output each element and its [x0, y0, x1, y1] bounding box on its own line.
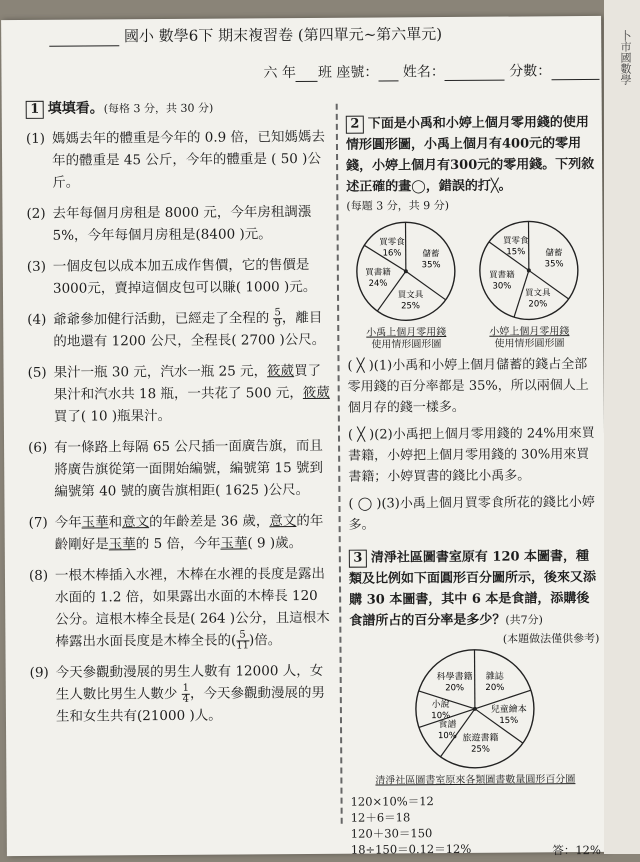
answer: (21000 )	[137, 705, 195, 727]
pie-slice-percent: 30%	[493, 281, 512, 291]
pie-slice-label: 雜誌	[486, 670, 505, 682]
statement-3: ( ◯ )(3)小禹上個月買零食所花的錢比小婷多。	[348, 492, 598, 536]
question-3: (3) 一個皮包以成本加五成作售價，它的售價是3000元，賣掉這個皮包可以賺( 1000 )元。	[27, 254, 332, 300]
answer: ( 1625 )	[215, 479, 269, 501]
pie-slice-label: 儲蓄	[546, 247, 564, 258]
pie-chart-xiaoting	[470, 218, 589, 351]
answer: (8400 )	[195, 223, 244, 245]
note: (本題做法僅供參考)	[349, 630, 599, 648]
section-2-text: 2 下面是小禹和小婷上個月零用錢的使用情形圓形圖，小禹上個月有400元的零用錢，小婷上個月有300元的零用錢。下列敘述正確的畫◯，錯誤的打╳。	[346, 112, 597, 198]
column-divider	[336, 104, 343, 824]
pie-slice-percent: 20%	[445, 683, 464, 693]
pie-slice-label: 買文具	[525, 287, 551, 298]
pie-slice-label: 科學書籍	[437, 670, 473, 682]
question-8: (8) 一根木棒插入水裡，木棒在水裡的長度是露出水面的 1.2 倍，如果露出水面的木棒長 120 公分。這根木棒全長是( 264 )公分，且這根木棒露出水面長度是木棒全長的( $\frac{5}{11}$ )倍。	[29, 563, 335, 653]
library-pie-chart	[349, 646, 600, 788]
section-number: 3	[349, 550, 367, 568]
section-1	[26, 96, 335, 728]
section-3	[349, 546, 601, 860]
adjacent-page-edge	[604, 0, 640, 854]
pie-slice-percent: 16%	[383, 248, 402, 258]
question-4: (4) 爺爺參加健行活動，已經走了全程的 $\frac{5}{9}$ ，離目的地還有 1200 公尺，全程長( 2700 )公尺。	[27, 307, 332, 353]
fraction: $\frac{1}{4}$	[182, 684, 191, 705]
question-6: (6) 有一條路上每隔 65 公尺插一面廣告旗，而且將廣告旗從第一面開始編號，編號第 15 號到編號第 40 號的廣告旗相距( 1625 )公尺。	[28, 435, 333, 503]
pie-svg	[412, 646, 537, 771]
exam-header	[49, 22, 589, 48]
work-steps: 120×10%＝12 12＋6＝18 120＋30＝150 18÷150＝0.12＝12%	[350, 792, 600, 858]
exam-title: 國小 數學6下 期末複習卷 (第四單元~第六單元)	[124, 25, 442, 45]
question-5: (5) 果汁一瓶 30 元，汽水一瓶 25 元，筱葳買了果汁和汽水共 18 瓶，一共花了 500 元，筱葳買了( 10 )瓶果汁。	[27, 360, 332, 428]
pie-slice-percent: 20%	[528, 299, 547, 309]
answer: ( 10 )	[81, 405, 117, 427]
pie-slice-percent: 25%	[471, 745, 490, 755]
pie-slice-label: 買零食	[503, 235, 529, 246]
answer: ( 264 )	[190, 607, 235, 629]
question-7: (7) 今年玉華和意文的年齡差是 36 歲，意文的年齡剛好是玉華的 5 倍，今年玉華( 9 )歲。	[29, 510, 334, 556]
pie-center-dot	[404, 269, 408, 273]
section-2	[346, 112, 599, 536]
pie-slice-label: 食譜	[438, 718, 456, 730]
section-number: 2	[346, 116, 364, 134]
pie-slice-percent: 20%	[485, 683, 504, 693]
pie-slice-label: 儲蓄	[423, 248, 441, 259]
pie-slice-label: 小說	[432, 698, 450, 710]
pie-charts-row	[346, 218, 597, 352]
pie-slice-label: 兒童繪本	[491, 703, 527, 715]
name-label: 姓名：	[403, 64, 445, 80]
section-3-text: 3 清淨社區圖書室原有 120 本圖書，種類及比例如下面圓形百分圖所示，後來又添購 30 本圖書，其中 6 本是食譜，添購後食譜所占的百分率是多少？(共7分)	[349, 546, 600, 632]
pie-slice-percent: 10%	[438, 731, 457, 741]
answer: ( 50 )	[271, 148, 307, 170]
answer: ( 9 )	[247, 532, 275, 554]
adjacent-page-text: 卜市國數學	[612, 30, 632, 85]
section-scoring: (每格 3 分，共 30 分)	[104, 102, 214, 116]
fraction: $\frac{5}{9}$	[273, 308, 282, 329]
pie-caption: 小婷上個月零用錢 使用情形圓形圖	[470, 326, 588, 351]
exam-paper	[1, 16, 607, 856]
pie-svg	[353, 219, 458, 324]
section-1-heading	[26, 96, 331, 119]
pie-slice-percent: 15%	[499, 716, 518, 726]
pie-slice-label: 買零食	[379, 236, 405, 247]
final-answer: 答：12%	[351, 842, 601, 860]
right-column	[346, 112, 601, 860]
class-seat-label: 班 座號：	[318, 64, 379, 80]
statement-2: ( ╳ )(2)小禹把上個月零用錢的 24%用來買書籍，小婷把上個月零用錢的 30%用來買書籍；小婷買書的錢比小禹多。	[348, 423, 598, 488]
question-1: (1) 媽媽去年的體重是今年的 0.9 倍，已知媽媽去年的體重是 45 公斤，今年的體重是 ( 50 )公斤。	[26, 126, 331, 194]
pie-slice-percent: 24%	[369, 279, 388, 289]
pie-chart-xiaoyu	[346, 219, 465, 352]
answer: ( 2700 )	[231, 329, 285, 351]
section-number: 1	[26, 101, 44, 119]
pie-slice-percent: 15%	[506, 247, 525, 257]
student-info-line	[263, 60, 599, 82]
pie-slice-percent: 25%	[401, 301, 420, 311]
statement-1: ( ╳ )(1)小禹和小婷上個月儲蓄的錢占全部零用錢的百分率都是 35%，所以兩個人上個月存的錢一樣多。	[347, 354, 597, 419]
score-label: 分數：	[509, 63, 551, 79]
pie-caption: 小禹上個月零用錢 使用情形圓形圖	[347, 327, 465, 352]
pie-center-dot	[527, 268, 531, 272]
question-2: (2) 去年每個月房租是 8000 元，今年房租調漲 5%，今年每個月房租是(8400 )元。	[26, 201, 331, 247]
pie-slice-label: 買書籍	[365, 267, 391, 278]
pie-slice-label: 買文具	[398, 289, 424, 300]
pie-slice-percent: 35%	[545, 259, 564, 269]
section-scoring: (每題 3 分，共 9 分)	[346, 196, 596, 214]
pie-slice-percent: 35%	[422, 260, 441, 270]
pie-slice-percent: 10%	[431, 711, 450, 721]
school-blank	[49, 45, 119, 46]
question-9: (9) 今天參觀動漫展的男生人數有 12000 人，女生人數比男生人數少 $\frac{1}{4}$ ，今天參觀動漫展的男生和女生共有(21000 )人。	[30, 660, 335, 728]
pie-caption: 清淨社區圖書室原來各類圖書數量圓形百分圖	[350, 774, 600, 788]
fraction-answer: $\frac{5}{11}$	[236, 630, 249, 651]
pie-svg	[477, 218, 582, 323]
section-title: 填填看。	[48, 100, 104, 116]
grade-label: 六 年	[263, 65, 296, 81]
pie-slice-label: 旅遊書籍	[462, 731, 498, 743]
pie-center-dot	[473, 707, 477, 711]
answer: ( 1000 )	[236, 276, 290, 298]
pie-slice-label: 買書籍	[489, 269, 515, 280]
